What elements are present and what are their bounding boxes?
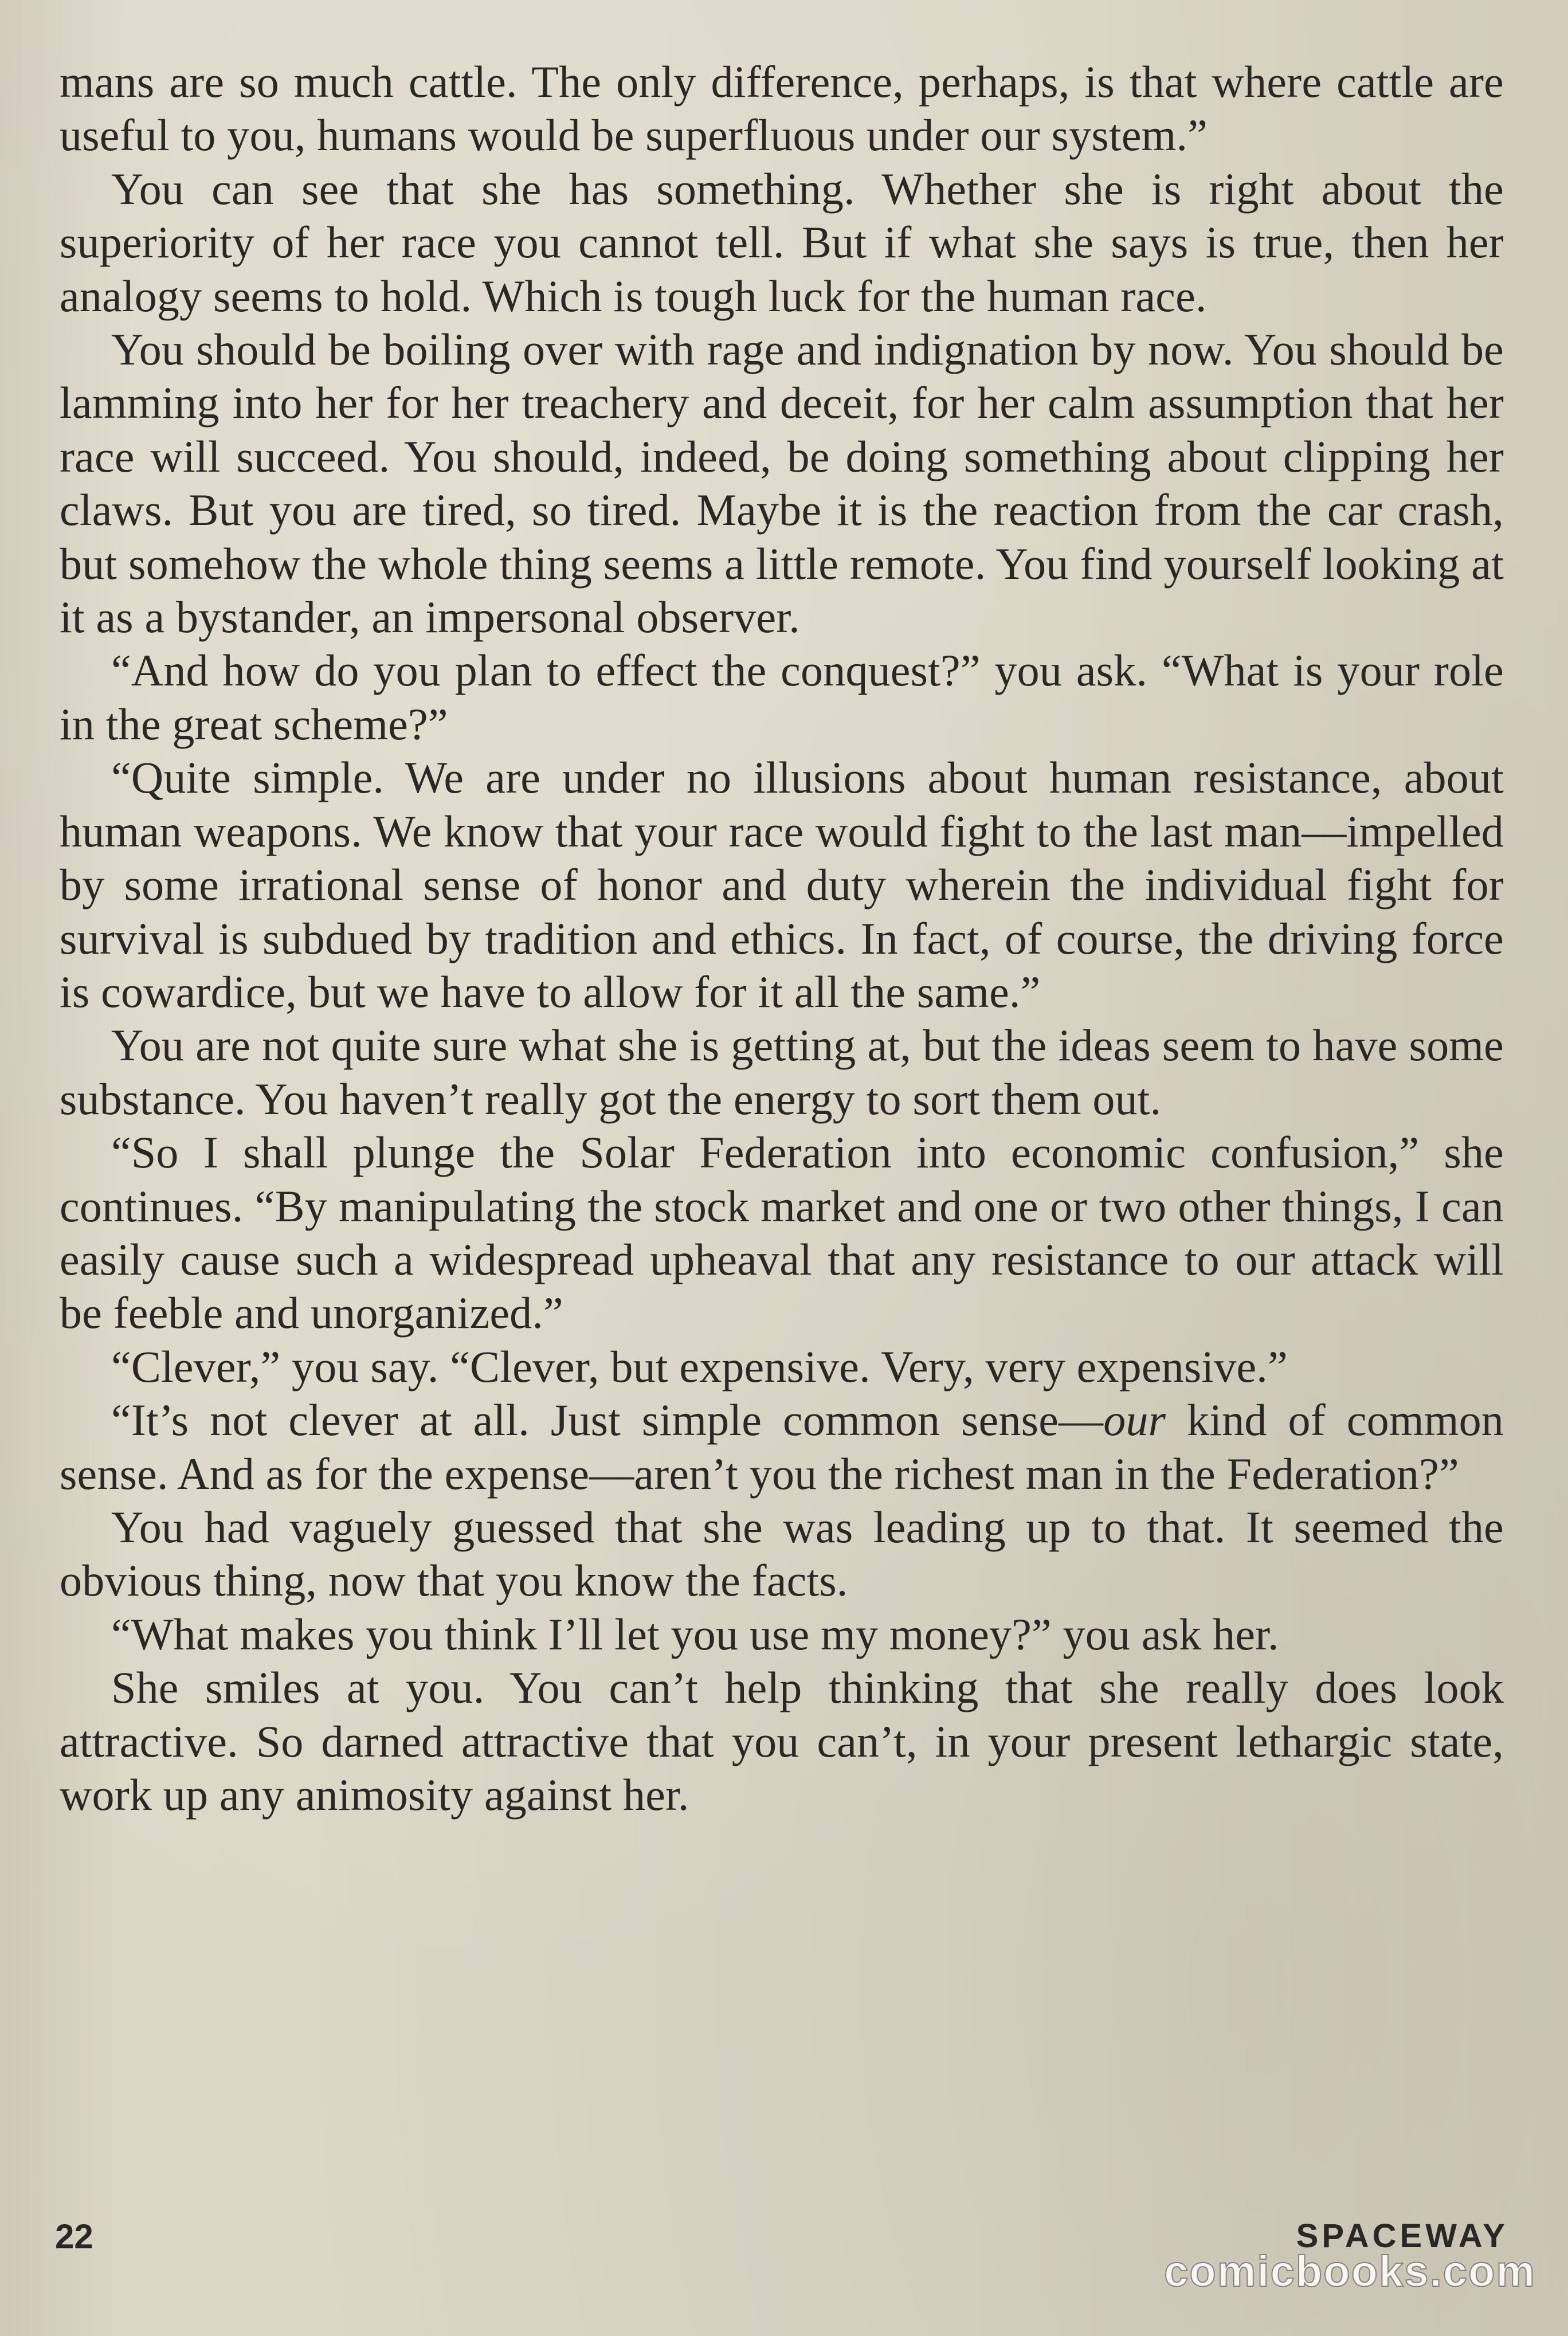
body-text [60, 55, 1504, 1821]
paragraph: You can see that she has something. Whether she is right about the superiority of her race you cannot tell. But if what she says is true, then her analogy seems to hold. Which is tough luck for the human race. [60, 163, 1504, 321]
text-run: kind of common sense. And as for the expense—aren’t you the richest man in the Federation?” [60, 1395, 1504, 1499]
paragraph: You are not quite sure what she is getting at, but the ideas seem to have some substance. You haven’t really got the energy to sort them out. [60, 1020, 1504, 1124]
paragraph: “So I shall plunge the Solar Federation into economic confusion,” she continues. “By manipulating the stock market and one or two other things, I can easily cause such a widespread upheaval that any resistance to our attack will be feeble and unorganized.” [60, 1127, 1504, 1338]
paragraph-common-sense [60, 1393, 1504, 1500]
paragraph: “Quite simple. We are under no illusions about human resistance, about human weapons. We know that your race would fight to the last man—impelled by some irrational sense of honor and duty wherein the individual fight for survival is subdued by tradition and ethics. In fact, of course, the driving force is cowardice, but we have to allow for it all the same.” [60, 752, 1504, 1017]
paragraph: You had vaguely guessed that she was leading up to that. It seemed the obvious thing, now that you know the facts. [60, 1502, 1504, 1606]
watermark: comicbooks.com [1164, 2247, 1536, 2296]
paragraph: “What makes you think I’ll let you use my money?” you ask her. [111, 1609, 1279, 1659]
paragraph: “Clever,” you say. “Clever, but expensive. Very, very expensive.” [111, 1341, 1288, 1392]
paragraph: “And how do you plan to effect the conquest?” you ask. “What is your role in the great scheme?” [60, 645, 1504, 749]
running-head: SPACEWAY [1296, 2217, 1508, 2255]
paragraph: You should be boiling over with rage and indignation by now. You should be lamming into her for her treachery and deceit, for her calm assumption that her race will succeed. You should, indeed, be doing something about clipping her claws. But you are tired, so tired. Maybe it is the reaction from the car crash, but somehow the whole thing seems a little remote. You find yourself looking at it as a bystander, an impersonal observer. [60, 324, 1504, 642]
text-run: “It’s not clever at all. Just simple common sense— [111, 1395, 1104, 1445]
paragraph-continued: mans are so much cattle. The only difference, perhaps, is that where cattle are useful to you, humans would be superfluous under our system.” [60, 57, 1504, 160]
page-number: 22 [55, 2217, 93, 2256]
emphasis-text: our [1103, 1395, 1166, 1445]
paragraph: She smiles at you. You can’t help thinking that she really does look attractive. So darned attractive that you can’t, in your present lethargic state, work up any animosity against her. [60, 1663, 1504, 1820]
